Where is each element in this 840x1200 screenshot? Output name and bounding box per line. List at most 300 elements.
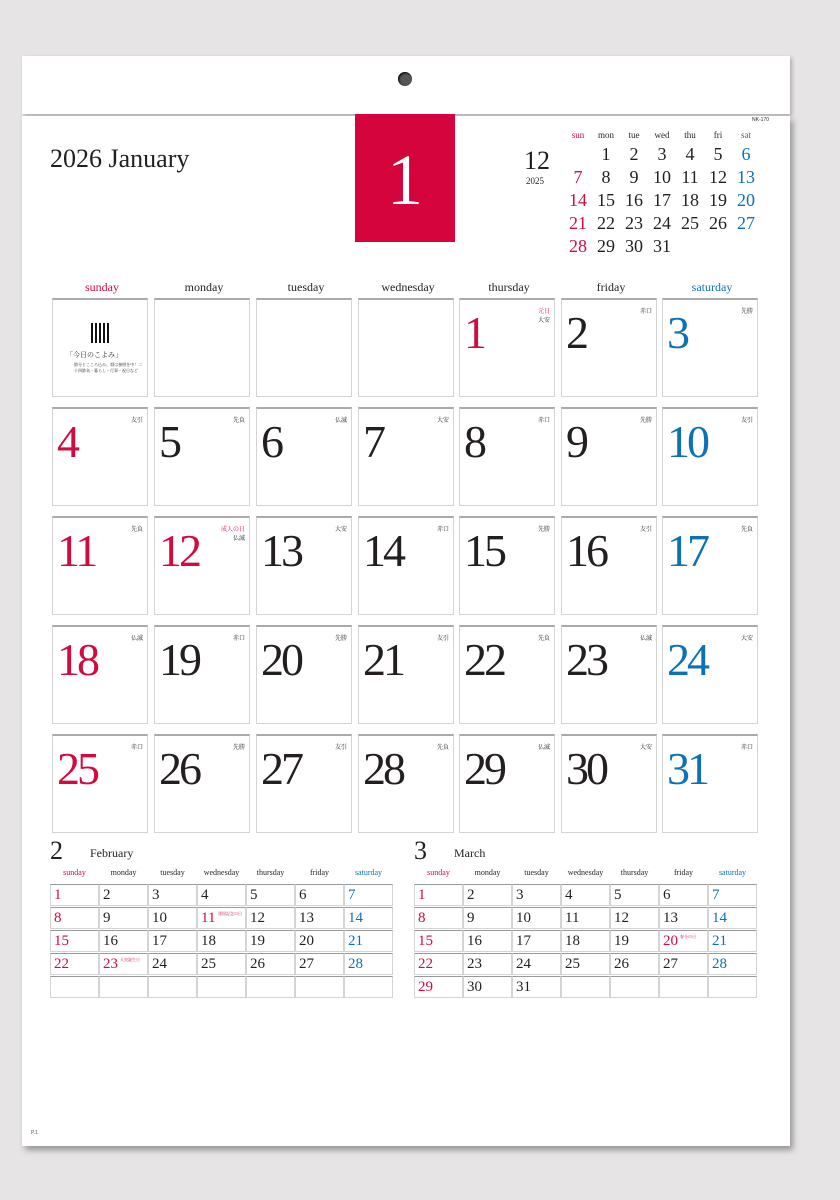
prev-day: 23 <box>625 213 643 233</box>
prev-day: 24 <box>653 213 671 233</box>
mini-day-number: 9 <box>467 910 475 926</box>
rokuyo-label: 友引 <box>436 635 449 642</box>
rokuyo-label: 先勝 <box>232 744 245 751</box>
prev-day: 25 <box>681 213 699 233</box>
rokuyo-label: 先負 <box>740 526 753 533</box>
weekday-label: tuesday <box>287 280 325 294</box>
rokuyo-label: 友引 <box>334 744 347 751</box>
mini-day-number: 8 <box>418 910 426 926</box>
day-cell[interactable] <box>459 298 555 397</box>
mini-day-number: 5 <box>250 887 258 903</box>
rokuyo-label: 大安 <box>740 635 753 642</box>
mini-day-number: 3 <box>152 887 160 903</box>
prev-weekday-label: fri <box>713 130 723 140</box>
mini-day-number: 22 <box>54 956 69 972</box>
prev-day: 16 <box>625 190 643 210</box>
mini-day-number: 28 <box>712 956 727 972</box>
mini-day-number: 8 <box>54 910 62 926</box>
mini-holiday-label: 春分の日 <box>680 934 696 939</box>
day-cell[interactable] <box>52 625 148 724</box>
prev-day: 14 <box>569 190 587 210</box>
mini-day-number: 6 <box>299 887 307 903</box>
rokuyo-label: 先負 <box>537 635 550 642</box>
day-number: 27 <box>261 743 301 794</box>
day-cell[interactable] <box>154 625 250 724</box>
mini-day-cell[interactable] <box>463 953 512 975</box>
prev-day: 21 <box>569 213 587 233</box>
rokuyo-label: 赤口 <box>639 308 652 315</box>
month-number-box <box>355 114 455 242</box>
mini-day-cell[interactable] <box>414 953 463 975</box>
mini-weekday-label: saturday <box>354 868 383 877</box>
qr-title: 「今日のこよみ」 <box>66 351 122 359</box>
rokuyo-label: 先勝 <box>639 417 652 424</box>
mini-day-cell[interactable] <box>512 976 561 998</box>
mini-day-cell[interactable] <box>659 884 708 906</box>
mini-day-cell[interactable] <box>463 884 512 906</box>
mini-day-cell[interactable] <box>197 907 246 929</box>
day-number: 5 <box>159 416 179 467</box>
weekday-label: friday <box>596 280 626 294</box>
mini-day-cell[interactable] <box>344 884 393 906</box>
holiday-label: 元日 <box>537 308 550 315</box>
day-number: 30 <box>566 743 606 794</box>
day-cell[interactable] <box>662 298 758 397</box>
mini-weekday-label: thursday <box>620 868 649 877</box>
rokuyo-label: 仏滅 <box>537 744 550 751</box>
mini-day-number: 27 <box>663 956 678 972</box>
day-number: 16 <box>566 525 606 576</box>
mini-day-number: 18 <box>201 933 216 949</box>
mini-day-number: 26 <box>614 956 629 972</box>
rokuyo-label: 赤口 <box>740 744 753 751</box>
day-cell[interactable] <box>358 516 454 615</box>
mini-day-number: 31 <box>516 979 531 995</box>
mini-day-number: 11 <box>565 910 580 926</box>
mini-day-cell[interactable] <box>295 930 344 952</box>
mini-day-number: 3 <box>516 887 524 903</box>
prev-day: 12 <box>709 167 727 187</box>
rokuyo-label: 友引 <box>639 526 652 533</box>
mini-day-number: 16 <box>467 933 482 949</box>
day-cell[interactable] <box>52 734 148 833</box>
mini-day-cell[interactable] <box>148 953 197 975</box>
day-number: 18 <box>57 634 97 685</box>
mini-weekday-label: wednesday <box>567 868 604 877</box>
mini-day-cell[interactable] <box>197 953 246 975</box>
mini-day-number: 24 <box>152 956 167 972</box>
mini-day-cell[interactable] <box>246 953 295 975</box>
prev-day: 13 <box>737 167 755 187</box>
rokuyo-label: 仏滅 <box>639 635 652 642</box>
mini-day-number: 11 <box>201 910 216 926</box>
mini-day-number: 5 <box>614 887 622 903</box>
mini-day-cell[interactable] <box>463 976 512 998</box>
prev-day: 10 <box>653 167 671 187</box>
rokuyo-label: 赤口 <box>436 526 449 533</box>
day-cell[interactable] <box>662 407 758 506</box>
mini-day-number: 2 <box>103 887 111 903</box>
prev-day: 19 <box>709 190 727 210</box>
rokuyo-label: 仏滅 <box>232 535 245 542</box>
prev-day: 7 <box>573 167 583 187</box>
day-cell[interactable] <box>52 298 148 397</box>
mini-day-cell[interactable] <box>708 976 757 998</box>
mini-day-cell[interactable] <box>463 907 512 929</box>
day-number: 22 <box>464 634 504 685</box>
day-number: 1 <box>464 307 484 358</box>
mini-day-number: 25 <box>565 956 580 972</box>
hanging-hole <box>398 72 412 86</box>
rokuyo-label: 仏滅 <box>130 635 143 642</box>
day-number: 3 <box>667 307 687 358</box>
mini-day-number: 19 <box>614 933 629 949</box>
mini-day-number: 27 <box>299 956 314 972</box>
day-number: 13 <box>261 525 301 576</box>
mini-day-number: 4 <box>565 887 573 903</box>
day-cell[interactable] <box>662 516 758 615</box>
mini-weekday-label: wednesday <box>203 868 240 877</box>
mini-day-cell[interactable] <box>512 953 561 975</box>
prev-day: 26 <box>709 213 727 233</box>
day-cell[interactable] <box>561 734 657 833</box>
page-title: 2026 January <box>50 144 190 173</box>
mini-day-cell[interactable] <box>659 930 708 952</box>
mini-day-cell[interactable] <box>414 976 463 998</box>
mini-day-cell[interactable] <box>246 884 295 906</box>
mini-day-cell[interactable] <box>99 884 148 906</box>
day-cell[interactable] <box>154 734 250 833</box>
mini-day-cell[interactable] <box>295 884 344 906</box>
day-cell[interactable] <box>52 516 148 615</box>
prev-day: 30 <box>625 236 643 256</box>
mini-day-cell[interactable] <box>610 953 659 975</box>
mini-day-number: 17 <box>516 933 531 949</box>
weekday-label: saturday <box>691 280 733 294</box>
mini-day-cell[interactable] <box>512 884 561 906</box>
rokuyo-label: 友引 <box>740 417 753 424</box>
mini-day-cell[interactable] <box>99 930 148 952</box>
mini-day-cell[interactable] <box>99 953 148 975</box>
prev-day: 5 <box>713 144 723 164</box>
day-cell[interactable] <box>256 407 352 506</box>
prev-month-year: 2025 <box>526 176 544 186</box>
weekday-label: thursday <box>488 280 530 294</box>
day-number: 15 <box>464 525 504 576</box>
mini-day-cell[interactable] <box>414 884 463 906</box>
qr-subtitle: 節分とこころ込み、暦は参照を中！二十四節気・暮らし・行事・祝日など <box>74 362 143 373</box>
mini-day-cell[interactable] <box>561 884 610 906</box>
mini-day-cell[interactable] <box>659 953 708 975</box>
mini-day-number: 26 <box>250 956 265 972</box>
day-cell[interactable] <box>256 734 352 833</box>
day-number: 4 <box>57 416 77 467</box>
mini-day-cell[interactable] <box>50 976 99 998</box>
mini-holiday-label: 建国記念の日 <box>218 911 242 916</box>
rokuyo-label: 大安 <box>436 417 449 424</box>
prev-day: 9 <box>629 167 639 187</box>
rokuyo-label: 赤口 <box>130 744 143 751</box>
mini-day-number: 2 <box>467 887 475 903</box>
mini-day-number: 20 <box>663 933 678 949</box>
mini-day-number: 14 <box>712 910 727 926</box>
mini-day-number: 21 <box>348 933 363 949</box>
mini-day-cell[interactable] <box>414 907 463 929</box>
prev-day: 2 <box>629 144 639 164</box>
rokuyo-label: 赤口 <box>537 417 550 424</box>
month-number: 1 <box>387 140 423 220</box>
mini-day-cell[interactable] <box>246 907 295 929</box>
prev-weekday-label: thu <box>684 130 696 140</box>
day-cell[interactable] <box>459 407 555 506</box>
holiday-label: 成人の日 <box>220 526 245 533</box>
mini-day-number: 20 <box>299 933 314 949</box>
rokuyo-label: 赤口 <box>232 635 245 642</box>
weekday-label: monday <box>184 280 224 294</box>
mini-day-cell[interactable] <box>148 884 197 906</box>
mini-month-name: February <box>90 846 134 860</box>
prev-month-number: 12 <box>524 146 550 175</box>
mini-month-number: 3 <box>414 836 427 865</box>
mini-day-cell[interactable] <box>561 907 610 929</box>
rokuyo-label: 大安 <box>537 317 550 324</box>
mini-day-number: 19 <box>250 933 265 949</box>
day-number: 12 <box>159 525 199 576</box>
day-number: 31 <box>667 743 707 794</box>
day-number: 23 <box>566 634 606 685</box>
prev-day: 15 <box>597 190 615 210</box>
rokuyo-label: 先負 <box>232 417 245 424</box>
rokuyo-label: 先勝 <box>334 635 347 642</box>
day-number: 21 <box>363 634 403 685</box>
prev-day: 18 <box>681 190 699 210</box>
mini-day-cell[interactable] <box>610 930 659 952</box>
mini-day-cell[interactable] <box>50 907 99 929</box>
day-cell[interactable] <box>662 625 758 724</box>
day-cell[interactable] <box>256 516 352 615</box>
day-number: 14 <box>363 525 403 576</box>
mini-day-cell[interactable] <box>246 976 295 998</box>
mini-day-cell[interactable] <box>561 953 610 975</box>
weekday-label: wednesday <box>381 280 435 294</box>
mini-day-cell[interactable] <box>708 930 757 952</box>
day-number: 10 <box>667 416 707 467</box>
mini-day-cell[interactable] <box>610 976 659 998</box>
mini-day-number: 23 <box>467 956 482 972</box>
mini-day-number: 4 <box>201 887 209 903</box>
day-number: 8 <box>464 416 484 467</box>
mini-day-number: 10 <box>516 910 531 926</box>
prev-weekday-label: mon <box>597 130 614 140</box>
mini-day-cell[interactable] <box>610 907 659 929</box>
rokuyo-label: 先負 <box>436 744 449 751</box>
day-cell[interactable] <box>358 407 454 506</box>
prev-day: 27 <box>737 213 755 233</box>
mini-weekday-label: monday <box>110 868 137 877</box>
day-cell[interactable] <box>358 734 454 833</box>
mini-day-number: 12 <box>614 910 629 926</box>
mini-day-number: 7 <box>712 887 720 903</box>
mini-day-number: 7 <box>348 887 356 903</box>
day-cell[interactable] <box>561 516 657 615</box>
prev-day: 8 <box>601 167 611 187</box>
mini-day-number: 9 <box>103 910 111 926</box>
mini-day-number: 24 <box>516 956 531 972</box>
mini-weekday-label: friday <box>673 868 694 877</box>
mini-day-cell[interactable] <box>512 907 561 929</box>
mini-day-cell[interactable] <box>463 930 512 952</box>
day-number: 7 <box>363 416 383 467</box>
mini-day-cell[interactable] <box>246 930 295 952</box>
mini-day-cell[interactable] <box>148 907 197 929</box>
mini-day-cell[interactable] <box>414 930 463 952</box>
prev-day: 31 <box>653 236 671 256</box>
qr-code[interactable] <box>91 323 111 343</box>
mini-day-cell[interactable] <box>99 907 148 929</box>
day-number: 28 <box>363 743 403 794</box>
mini-weekday-label: saturday <box>718 868 747 877</box>
page-footer: P.1 <box>31 1130 38 1136</box>
mini-day-cell[interactable] <box>295 907 344 929</box>
mini-day-number: 30 <box>467 979 482 995</box>
day-cell[interactable] <box>459 625 555 724</box>
rokuyo-label: 大安 <box>639 744 652 751</box>
prev-weekday-label: sat <box>741 130 751 140</box>
day-cell[interactable] <box>561 625 657 724</box>
mini-day-cell[interactable] <box>708 907 757 929</box>
day-cell[interactable] <box>154 407 250 506</box>
mini-weekday-label: tuesday <box>160 868 185 877</box>
mini-day-cell[interactable] <box>659 976 708 998</box>
mini-day-cell[interactable] <box>344 953 393 975</box>
mini-day-number: 23 <box>103 956 118 972</box>
mini-day-cell[interactable] <box>561 930 610 952</box>
prev-day: 6 <box>741 144 751 164</box>
mini-day-cell[interactable] <box>344 930 393 952</box>
day-number: 24 <box>667 634 707 685</box>
mini-day-cell[interactable] <box>197 976 246 998</box>
day-number: 17 <box>667 525 707 576</box>
mini-day-number: 21 <box>712 933 727 949</box>
prev-day: 22 <box>597 213 615 233</box>
rokuyo-label: 先負 <box>130 526 143 533</box>
mini-day-cell[interactable] <box>344 976 393 998</box>
day-cell[interactable] <box>459 516 555 615</box>
prev-day: 20 <box>737 190 755 210</box>
prev-day: 1 <box>601 144 611 164</box>
mini-day-cell[interactable] <box>148 976 197 998</box>
mini-day-number: 22 <box>418 956 433 972</box>
mini-day-cell[interactable] <box>50 884 99 906</box>
day-number: 26 <box>159 743 199 794</box>
mini-day-number: 1 <box>418 887 426 903</box>
rokuyo-label: 大安 <box>334 526 347 533</box>
mini-weekday-label: monday <box>474 868 501 877</box>
mini-day-number: 17 <box>152 933 167 949</box>
day-cell[interactable] <box>52 407 148 506</box>
day-cell[interactable] <box>256 298 352 397</box>
mini-day-number: 6 <box>663 887 671 903</box>
rokuyo-label: 友引 <box>130 417 143 424</box>
mini-weekday-label: friday <box>309 868 330 877</box>
prev-weekday-label: sun <box>571 130 585 140</box>
mini-day-cell[interactable] <box>561 976 610 998</box>
day-number: 6 <box>261 416 281 467</box>
mini-holiday-label: 天皇誕生日 <box>120 957 140 962</box>
mini-day-number: 28 <box>348 956 363 972</box>
prev-day: 17 <box>653 190 671 210</box>
mini-day-cell[interactable] <box>708 953 757 975</box>
day-cell[interactable] <box>154 516 250 615</box>
mini-weekday-label: sunday <box>427 868 450 877</box>
mini-day-number: 13 <box>663 910 678 926</box>
mini-day-number: 15 <box>418 933 433 949</box>
mini-day-cell[interactable] <box>344 907 393 929</box>
day-cell[interactable] <box>561 407 657 506</box>
mini-day-cell[interactable] <box>512 930 561 952</box>
day-number: 29 <box>464 743 504 794</box>
mini-day-number: 18 <box>565 933 580 949</box>
day-cell[interactable] <box>662 734 758 833</box>
day-cell[interactable] <box>256 625 352 724</box>
mini-day-cell[interactable] <box>610 884 659 906</box>
mini-day-cell[interactable] <box>708 884 757 906</box>
mini-month-number: 2 <box>50 836 63 865</box>
day-cell[interactable] <box>358 298 454 397</box>
mini-day-number: 12 <box>250 910 265 926</box>
day-cell[interactable] <box>459 734 555 833</box>
prev-day: 29 <box>597 236 615 256</box>
mini-day-number: 10 <box>152 910 167 926</box>
prev-weekday-label: tue <box>628 130 640 140</box>
rokuyo-label: 仏滅 <box>334 417 347 424</box>
day-number: 9 <box>566 416 586 467</box>
mini-day-number: 13 <box>299 910 314 926</box>
day-number: 19 <box>159 634 199 685</box>
mini-day-cell[interactable] <box>148 930 197 952</box>
prev-weekday-label: wed <box>654 130 670 140</box>
mini-day-number: 15 <box>54 933 69 949</box>
mini-day-cell[interactable] <box>50 930 99 952</box>
mini-day-cell[interactable] <box>197 930 246 952</box>
rokuyo-label: 先勝 <box>740 308 753 315</box>
weekday-label: sunday <box>85 280 119 294</box>
mini-day-cell[interactable] <box>50 953 99 975</box>
mini-day-number: 14 <box>348 910 363 926</box>
day-cell[interactable] <box>154 298 250 397</box>
day-number: 11 <box>57 525 96 576</box>
product-code: NK-170 <box>752 117 769 123</box>
mini-day-number: 16 <box>103 933 118 949</box>
mini-day-cell[interactable] <box>295 953 344 975</box>
day-number: 25 <box>57 743 97 794</box>
day-number: 20 <box>261 634 301 685</box>
mini-weekday-label: tuesday <box>524 868 549 877</box>
prev-day: 11 <box>681 167 699 187</box>
mini-month-name: March <box>454 846 486 860</box>
rokuyo-label: 先勝 <box>537 526 550 533</box>
mini-day-cell[interactable] <box>99 976 148 998</box>
prev-day: 28 <box>569 236 587 256</box>
mini-weekday-label: thursday <box>256 868 285 877</box>
mini-day-number: 29 <box>418 979 433 995</box>
mini-day-cell[interactable] <box>659 907 708 929</box>
day-cell[interactable] <box>358 625 454 724</box>
mini-day-cell[interactable] <box>197 884 246 906</box>
mini-weekday-label: sunday <box>63 868 86 877</box>
day-cell[interactable] <box>561 298 657 397</box>
mini-day-cell[interactable] <box>295 976 344 998</box>
